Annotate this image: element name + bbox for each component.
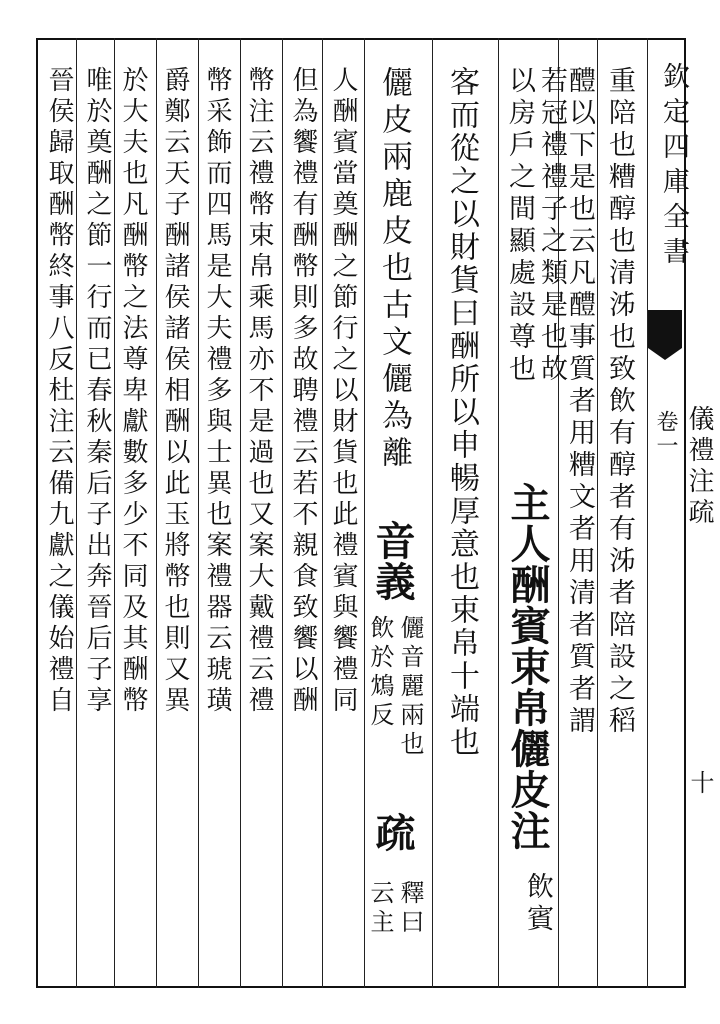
text-column-3c: 飲賓 [522,872,553,936]
text-column-6: 人酬賓當奠酬之節行之以財貨也此禮賓與饗禮同 [328,66,358,717]
column-rule [114,38,115,988]
book-title-partial: 儀禮注疏 [684,405,714,529]
column-rule [198,38,199,988]
page-marker: 十 [686,770,714,799]
text-column-1: 重陪也糟醇也清泲也致飲有醇者有泲者陪設之稻 [604,66,635,738]
column-rule [76,38,77,988]
text-column-5: 儷皮兩鹿皮也古文儷為離 [376,66,412,473]
text-column-7: 但為饗禮有酬幣則多故聘禮云若不親食致饗以酬 [288,66,318,717]
fishtail-mark [648,310,682,348]
shu-heading: 疏 [369,812,416,853]
volume-marker: 卷一 [653,410,678,458]
gloss-column-a: 儷音麗兩也 [396,615,424,760]
text-column-3b: 以房戶之間顯處設尊也 [504,66,535,386]
text-column-10: 爵鄭云天子酬諸侯諸侯相酬以此玉將幣也則又異 [160,66,190,717]
column-rule [364,38,365,988]
text-column-4: 客而從之以財貨曰酬所以申暢厚意也束帛十端也 [444,66,479,759]
text-column-3a: 若冠禮禮子之類是也故 [536,66,567,386]
column-rule [322,38,323,988]
column-rule [432,38,433,988]
column-rule [282,38,283,988]
column-rule [156,38,157,988]
text-column-12: 唯於奠酬之節一行而已春秋秦后子出奔晉后子享 [82,66,112,717]
text-column-9: 幣采飾而四馬是大夫禮多與士異也案禮器云琥璜 [202,66,232,717]
text-column-11: 於大夫也凡酬幣之法尊卑獻數多少不同及其酬幣 [118,66,148,717]
text-column-2: 醴以下是也云凡醴事質者用糟文者用清者質者謂 [564,66,595,738]
gloss-column-d: 云主 [366,880,394,938]
gloss-column-b: 飲於鴆反 [366,615,394,731]
yinyi-heading: 音義 [369,520,416,602]
column-rule [498,38,499,988]
library-title: 欽定四庫全書 [658,62,689,272]
column-rule [647,38,648,988]
main-text-column: 主人酬賓束帛儷皮注 [504,482,551,851]
text-column-8: 幣注云禮幣束帛乘馬亦不是過也又案大戴禮云禮 [244,66,274,717]
text-column-13: 晉侯歸取酬幣終事八反杜注云備九獻之儀始禮自 [44,66,74,717]
column-rule [597,38,598,988]
gloss-column-c: 釋曰 [396,880,424,938]
column-rule [240,38,241,988]
